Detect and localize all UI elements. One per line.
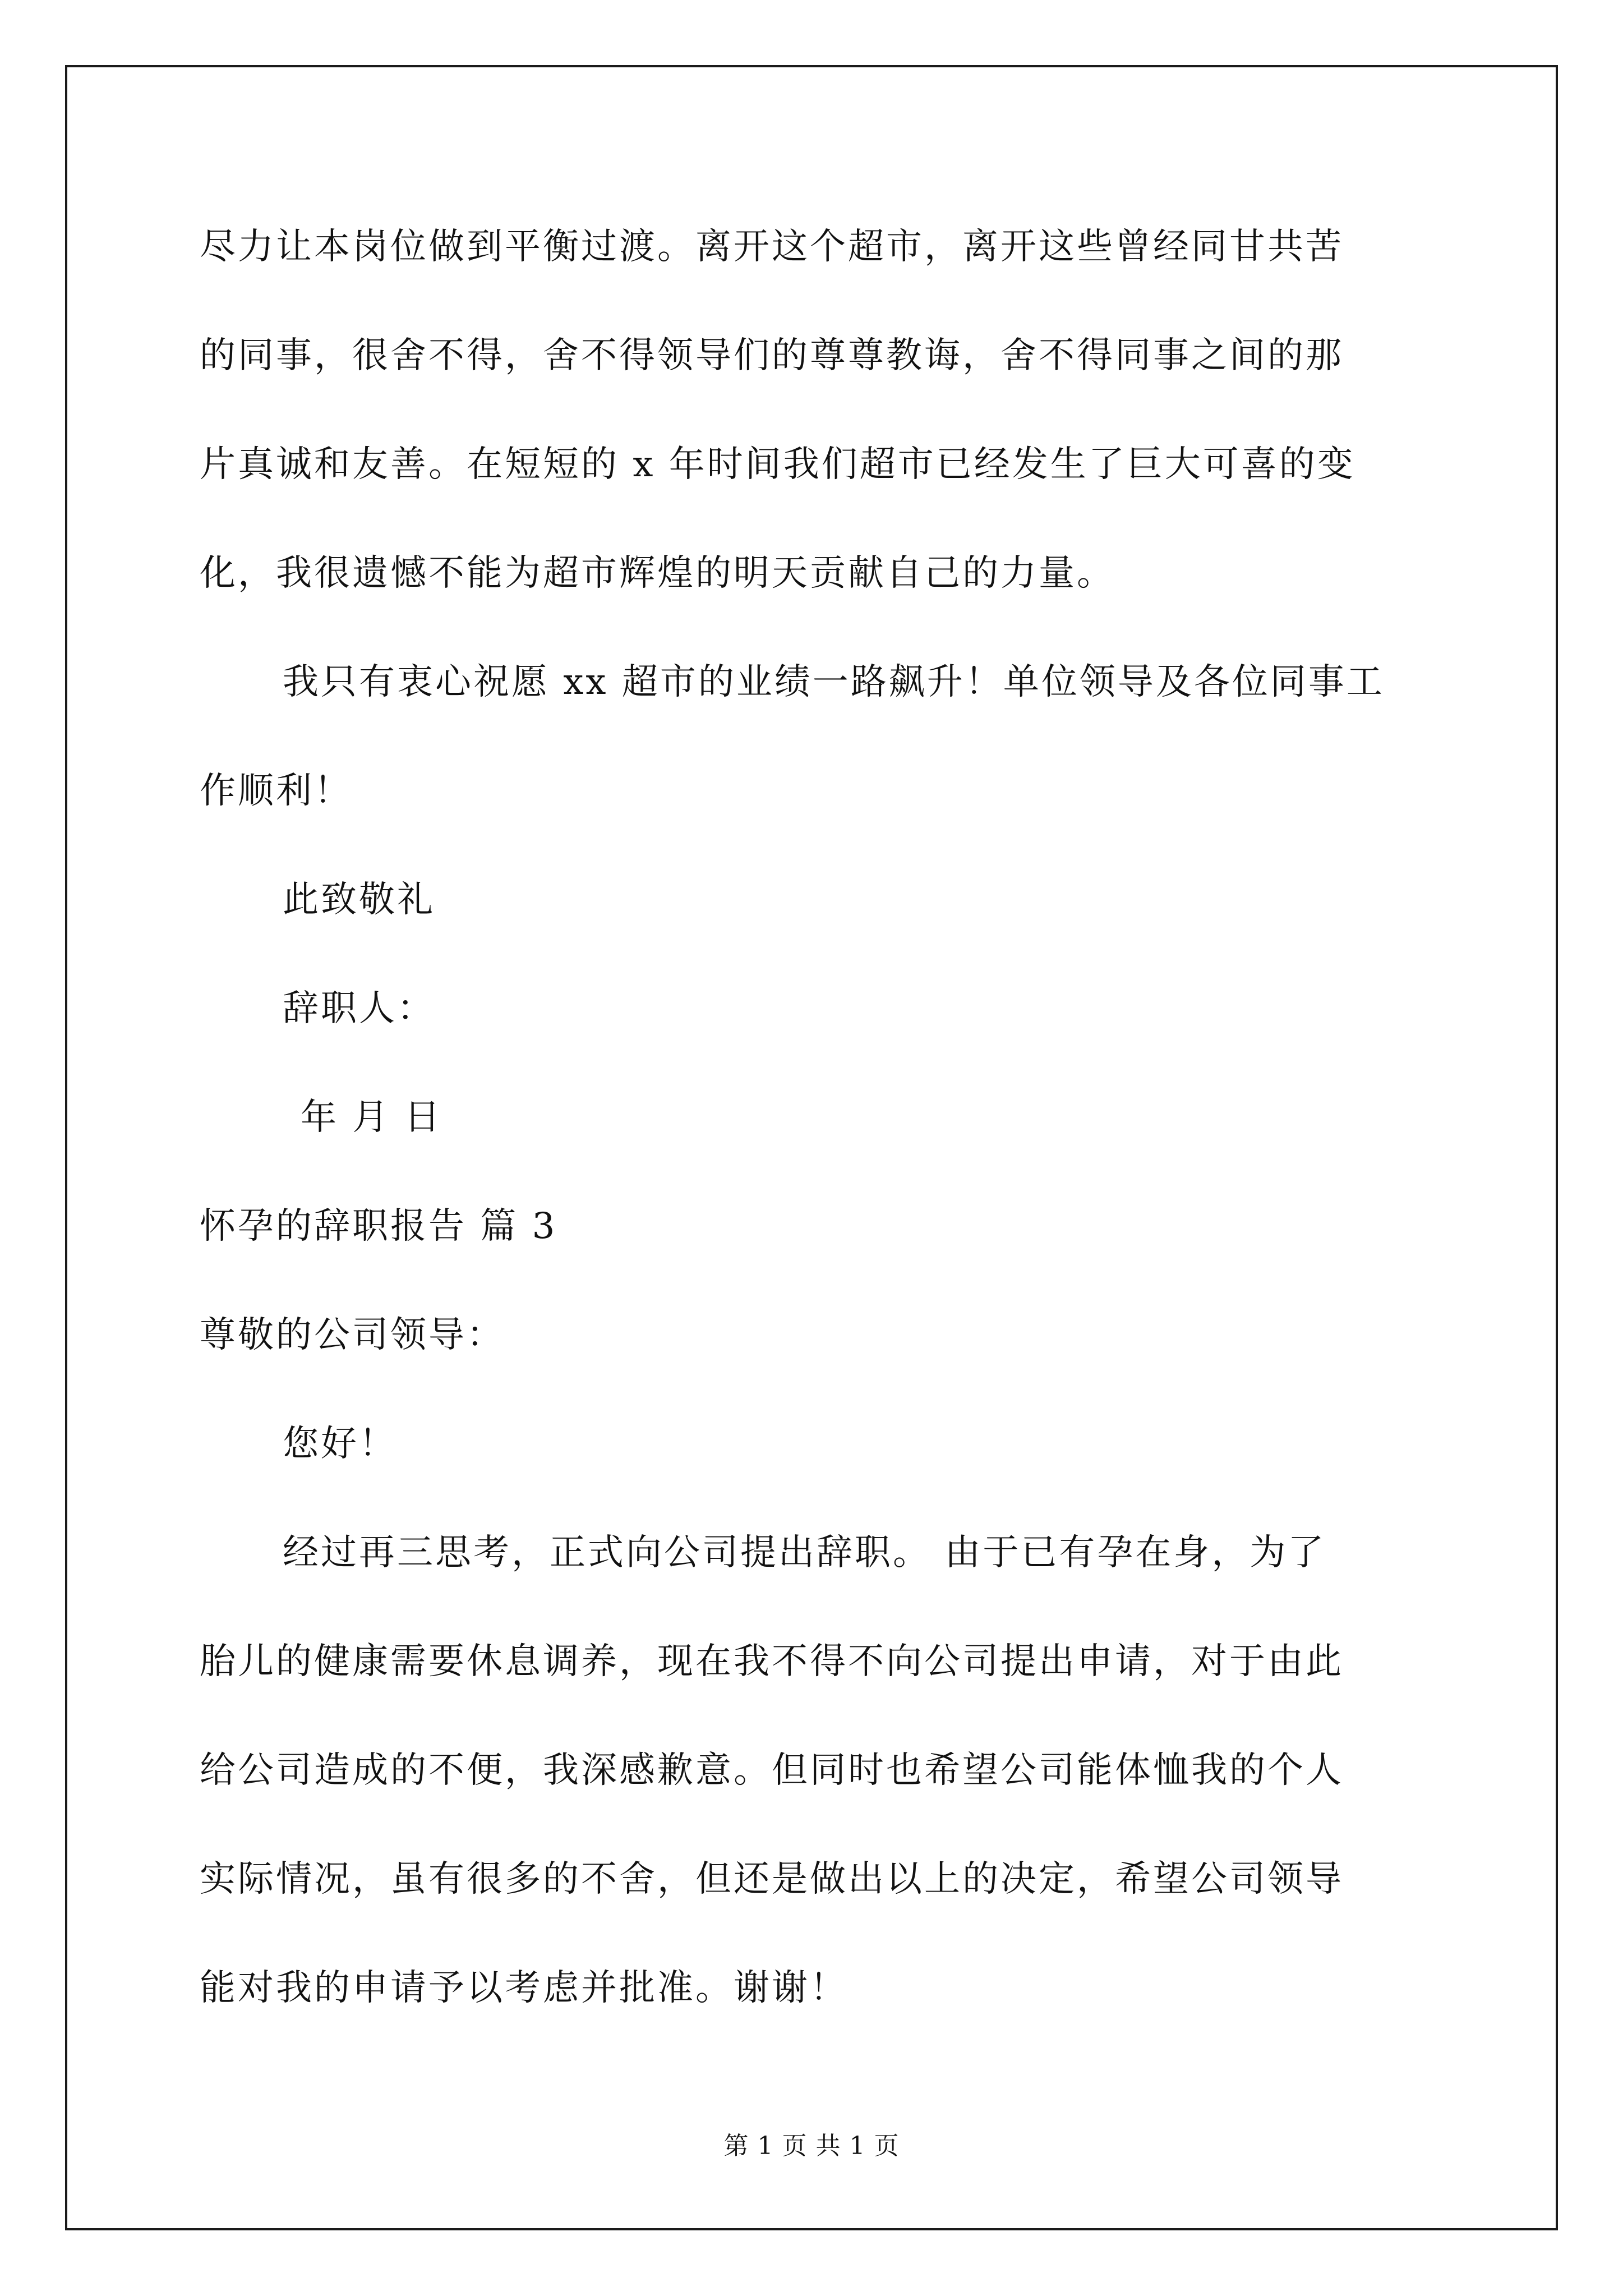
- text-line: 能对我的申请予以考虑并批准。谢谢！: [200, 1967, 848, 2009]
- text-line: 实际情况，虽有很多的不舍，但还是做出以上的决定，希望公司领导: [200, 1858, 1344, 1900]
- page-frame: [65, 65, 1558, 2230]
- page-footer: 第 1 页 共 1 页: [723, 2132, 900, 2160]
- text-line: 的同事，很舍不得，舍不得领导们的尊尊教诲，舍不得同事之间的那: [200, 335, 1344, 376]
- text-line: 给公司造成的不便，我深感歉意。但同时也希望公司能体恤我的个人: [200, 1750, 1344, 1791]
- text-line: 胎儿的健康需要休息调养，现在我不得不向公司提出申请，对于由此: [200, 1641, 1344, 1682]
- section-heading: 怀孕的辞职报告 篇 3: [200, 1205, 557, 1247]
- signer-label: 辞职人：: [283, 988, 435, 1029]
- text-line: 作顺利！: [200, 770, 352, 812]
- text-line: 经过再三思考，正式向公司提出辞职。 由于已有孕在身，为了: [283, 1532, 1326, 1573]
- closing-salutation: 此致敬礼: [283, 879, 435, 921]
- addressee: 尊敬的公司领导：: [200, 1314, 505, 1356]
- greeting: 您好！: [283, 1423, 397, 1465]
- text-line: 我只有衷心祝愿 xx 超市的业绩一路飙升！单位领导及各位同事工: [283, 661, 1385, 703]
- date-line: 年 月 日: [301, 1097, 442, 1138]
- text-line: 尽力让本岗位做到平衡过渡。离开这个超市，离开这些曾经同甘共苦: [200, 226, 1344, 268]
- text-line: 化，我很遗憾不能为超市辉煌的明天贡献自己的力量。: [200, 553, 1115, 594]
- text-line: 片真诚和友善。在短短的 x 年时间我们超市已经发生了巨大可喜的变: [200, 444, 1355, 485]
